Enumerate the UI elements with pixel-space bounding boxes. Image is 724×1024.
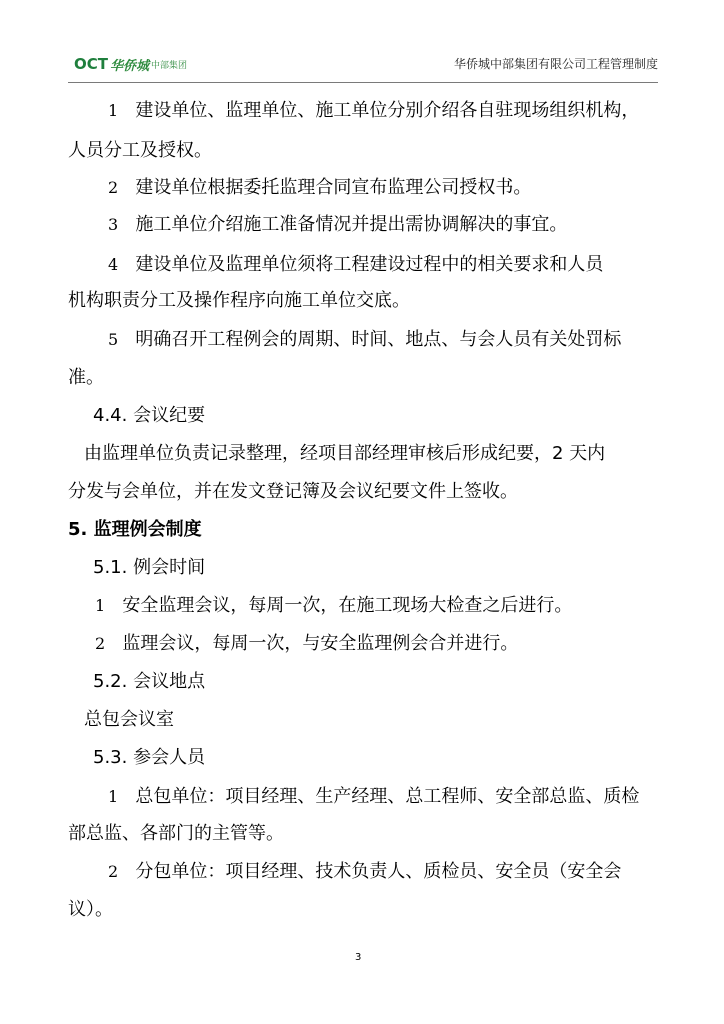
paragraph-continuation: 议）。: [68, 899, 113, 920]
paragraph-continuation: 人员分工及授权。: [68, 140, 212, 161]
paragraph: 由监理单位负责记录整理，经项目部经理审核后形成纪要，2 天内: [84, 443, 606, 464]
page-number: 3: [355, 952, 362, 963]
list-item: [108, 253, 603, 277]
header-company-title: 华侨城中部集团有限公司工程管理制度: [453, 57, 658, 71]
item-number: 2: [108, 178, 119, 197]
list-item: [108, 860, 621, 884]
item-number: 3: [108, 215, 119, 234]
logo-chinese-text: 华侨城: [110, 58, 150, 74]
list-item: [108, 785, 639, 809]
company-logo: [74, 54, 187, 74]
item-text: 分包单位：项目经理、技术负责人、质检员、安全员（安全会: [135, 861, 622, 882]
item-text: 总包单位：项目经理、生产经理、总工程师、安全部总监、质检: [135, 786, 640, 807]
paragraph-continuation: 机构职责分工及操作程序向施工单位交底。: [68, 290, 410, 311]
item-text: 施工单位介绍施工准备情况并提出需协调解决的事宜。: [135, 214, 568, 235]
list-item: [108, 328, 621, 352]
item-number: 1: [95, 596, 106, 615]
page-header: [68, 44, 658, 83]
item-number: 2: [95, 634, 106, 653]
item-number: 1: [108, 101, 119, 120]
section-heading-4-4: 4.4. 会议纪要: [93, 405, 206, 426]
section-heading-5: 5. 监理例会制度: [68, 519, 202, 540]
item-text: 明确召开工程例会的周期、时间、地点、与会人员有关处罚标: [135, 329, 622, 350]
item-text: 建设单位根据委托监理合同宣布监理公司授权书。: [135, 177, 532, 198]
section-heading-5-2: 5.2. 会议地点: [93, 671, 206, 692]
paragraph: 总包会议室: [84, 709, 174, 730]
logo-sub-text: 中部集团: [151, 60, 188, 71]
list-item: [95, 632, 518, 656]
paragraph-continuation: 分发与会单位，并在发文登记簿及会议纪要文件上签收。: [68, 481, 518, 502]
section-heading-5-1: 5.1. 例会时间: [93, 557, 206, 578]
list-item: [108, 213, 567, 237]
list-item: [95, 594, 572, 618]
item-text: 建设单位及监理单位须将工程建设过程中的相关要求和人员: [135, 254, 604, 275]
list-item: [108, 176, 531, 200]
item-text: 安全监理会议，每周一次，在施工现场大检查之后进行。: [122, 595, 573, 616]
paragraph-continuation: 准。: [68, 367, 104, 388]
paragraph-continuation: 部总监、各部门的主管等。: [68, 823, 284, 844]
section-heading-5-3: 5.3. 参会人员: [93, 747, 206, 768]
item-number: 5: [108, 330, 119, 349]
item-number: 4: [108, 255, 119, 274]
item-text: 建设单位、监理单位、施工单位分别介绍各自驻现场组织机构，: [135, 100, 640, 121]
item-number: 1: [108, 787, 119, 806]
list-item: [108, 99, 639, 123]
item-number: 2: [108, 862, 119, 881]
logo-oct-text: OCT: [74, 55, 108, 73]
item-text: 监理会议，每周一次，与安全监理例会合并进行。: [122, 633, 519, 654]
